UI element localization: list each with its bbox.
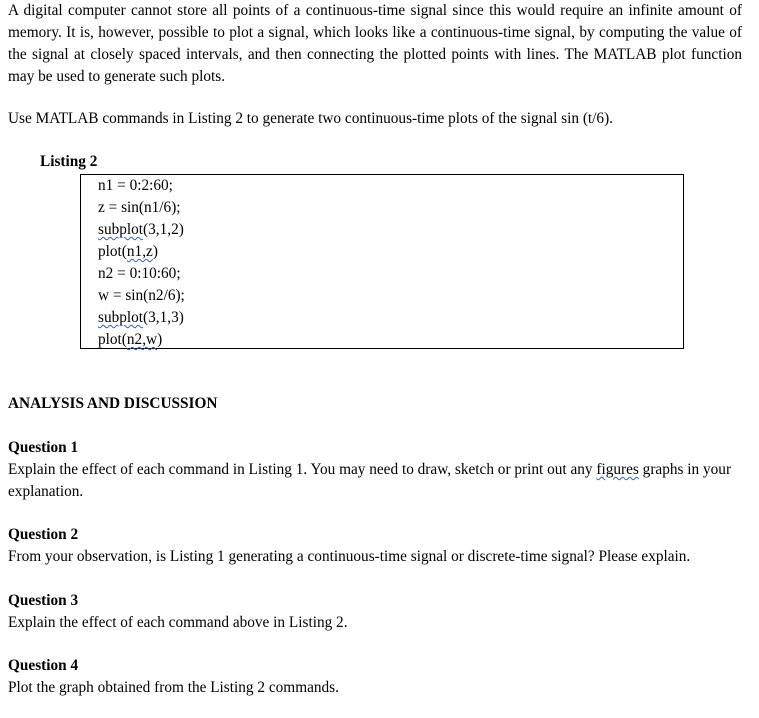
spellcheck-flagged-word: n2,w <box>126 331 158 348</box>
code-fn: plot( <box>98 331 127 348</box>
section-heading: ANALYSIS AND DISCUSSION <box>8 395 218 412</box>
code-close: ) <box>152 243 158 260</box>
question-text: Explain the effect of each command above in Listing 2. <box>8 614 348 631</box>
listing-title: Listing 2 <box>40 153 98 170</box>
code-line: n1 = 0:2:60; <box>98 177 173 194</box>
code-line <box>98 219 184 241</box>
spellcheck-flagged-word: subplot <box>98 309 144 326</box>
intro-paragraph: A digital computer cannot store all points of a continuous-time signal since this would require an infinite amount of memory. It is, however, possible to plot a signal, which looks like a continuous-time signal, by computing the value of the signal at closely spaced intervals, and then connecting the plotted points with lines. The MATLAB plot function may be used to generate such plots. <box>8 2 742 85</box>
question-title: Question 3 <box>8 592 79 609</box>
question-text <box>8 459 742 503</box>
code-args: (3,1,2) <box>143 221 184 238</box>
code-args: (3,1,3) <box>143 309 184 326</box>
code-close: ) <box>157 331 163 348</box>
code-line <box>98 307 184 329</box>
code-line <box>98 329 162 351</box>
question-text: From your observation, is Listing 1 generating a continuous-time signal or discrete-time signal? Please explain. <box>8 548 691 565</box>
question-text-part: Explain the effect of each command in Listing 1. You may need to draw, sketch or print out any <box>8 461 597 478</box>
spellcheck-flagged-word: n1,z <box>126 243 153 260</box>
code-line: w = sin(n2/6); <box>98 287 185 304</box>
listing-code-box <box>80 174 684 349</box>
question-title: Question 1 <box>8 439 79 456</box>
question-text-part: graphs in your explanation. <box>8 461 732 500</box>
code-line: n2 = 0:10:60; <box>98 265 181 282</box>
code-line <box>98 241 158 263</box>
question-title: Question 2 <box>8 526 79 543</box>
question-title: Question 4 <box>8 657 79 674</box>
instruction-paragraph: Use MATLAB commands in Listing 2 to generate two continuous-time plots of the signal sin (t/6). <box>8 110 613 127</box>
question-text: Plot the graph obtained from the Listing 2 commands. <box>8 679 339 696</box>
spellcheck-flagged-word: subplot <box>98 221 144 238</box>
spellcheck-flagged-word: figures <box>596 461 639 478</box>
code-fn: plot( <box>98 243 127 260</box>
code-line: z = sin(n1/6); <box>98 199 181 216</box>
